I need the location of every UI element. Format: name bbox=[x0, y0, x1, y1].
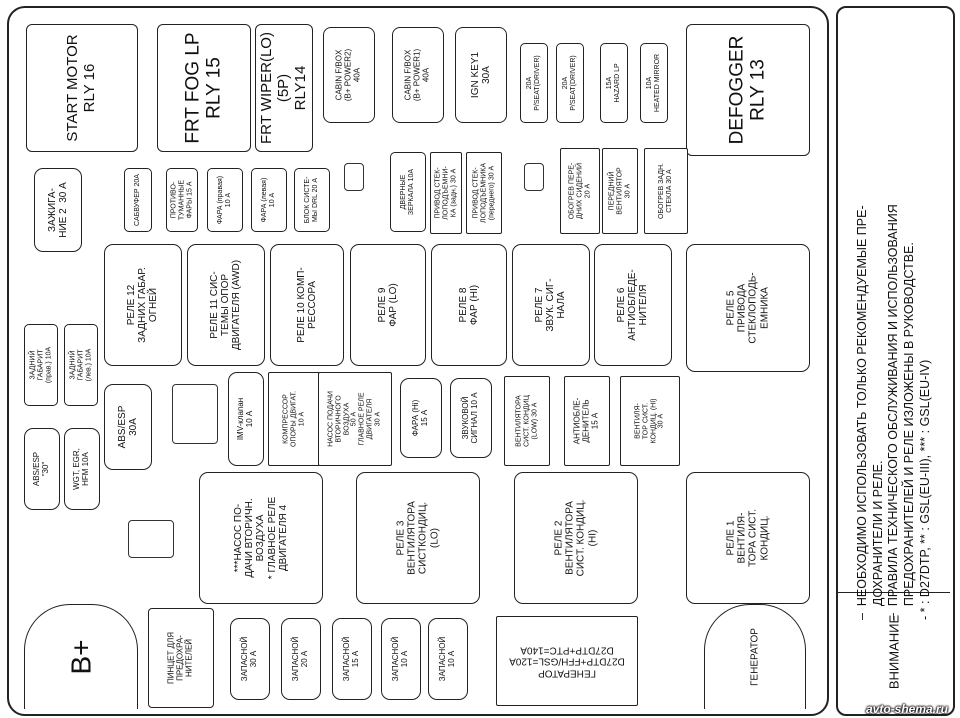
frt-fog-relay bbox=[157, 24, 251, 152]
generator-terminal bbox=[704, 604, 806, 709]
privod-per-label: ПРИВОД СТЕК- ЛОПОДЪЕМНИКА (переднего) 30 А bbox=[472, 163, 495, 223]
nasos-block-label: ***НАСОС ПО- ДАЧИ ВТОРИЧН. ВОЗДУХА * ГЛАВНОЕ РЕЛЕ ДВИГАТЕЛЯ 4 bbox=[233, 496, 289, 580]
zazhiganie-label: ЗАЖИГА- НИЕ 2 30 А bbox=[46, 182, 69, 238]
rele9-label: РЕЛЕ 9 ФАР (LO) bbox=[376, 283, 399, 327]
pseat-driver-fuse-a bbox=[520, 43, 548, 123]
frt-wiper-label: FRT WIPER(LO) (5P) RLY14 bbox=[257, 32, 309, 144]
start-motor-label: START MOTOR RLY 16 bbox=[64, 34, 98, 142]
rele3-label: РЕЛЕ 3 ВЕНТИЛЯТОРА СИСТКОНДИЦ. (LO) bbox=[395, 501, 441, 575]
fara-lev-fuse bbox=[251, 168, 287, 232]
kompressor-opory-label: КОМПРЕССОР ОПОРЫ ДВИГАТ. 10 А bbox=[282, 390, 305, 448]
vnimanie-heading: ВНИМАНИЕ bbox=[886, 614, 902, 690]
pincet-label: ПИНЦЕТ ДЛЯ ПРЕДОХРА- НИТЕЛЕЙ bbox=[166, 631, 194, 685]
frt-wiper-relay bbox=[255, 24, 313, 152]
rele7-relay bbox=[512, 244, 590, 366]
antiobl-fuse bbox=[564, 376, 610, 466]
rele9-relay bbox=[350, 244, 426, 366]
nasos-vozd-fuse bbox=[318, 372, 392, 466]
obogrev-sid-label: ОБОГРЕВ ПЕРЕ- ДНИХ СИДЕНИЙ 20 А bbox=[568, 162, 591, 220]
per-vent-label: ПЕРЕДНИЙ ВЕНТИЛЯТОР 30 А bbox=[608, 167, 631, 215]
vent-low-label: ВЕНТИЛЯТОРА СИСТ. КОНДИЦ (LOW) 30 А bbox=[515, 395, 538, 447]
zazhiganie-fuse bbox=[34, 168, 82, 252]
start-motor-relay bbox=[26, 24, 138, 152]
generator-label: ГЕНЕРАТОР bbox=[749, 628, 761, 686]
zapas-30-fuse bbox=[230, 618, 270, 700]
fara-prav-label: ФАРА (правая) 10 А bbox=[217, 175, 232, 225]
vent-hi-label: ВЕНТИЛЯ- ТОР СИСТ. КОНДИЦ. (HI) 30 А bbox=[634, 398, 665, 444]
pseat-a-label: 20A P/SEAT(DRIVER) bbox=[526, 55, 541, 111]
rele7-label: РЕЛЕ 7 ЗВУК. СИГ- НАЛА bbox=[534, 278, 568, 332]
rele10-label: РЕЛЕ 10 КОМП- РЕССОРА bbox=[295, 267, 318, 343]
wgt-label: WGT, EGR, HFM 10A bbox=[72, 448, 90, 490]
rele1-relay bbox=[686, 472, 810, 604]
zvuk-signal-fuse bbox=[450, 378, 492, 458]
zapas-15-fuse bbox=[332, 618, 372, 700]
rele5-relay bbox=[686, 244, 810, 372]
zapas-20-fuse bbox=[281, 618, 321, 700]
antiobl-label: АНТИОБЛЕ- ДЕНИТЕЛЬ 15 А bbox=[572, 397, 600, 445]
rele8-label: РЕЛЕ 8 ФАР (HI) bbox=[457, 284, 480, 326]
zapas-15-label: ЗАПАСНОЙ 15 А bbox=[342, 636, 360, 682]
empty-slot bbox=[172, 384, 218, 444]
obogrev-sid-fuse bbox=[560, 148, 600, 234]
zad-gab-prav-label: ЗАДНИЙ ГАБАРИТ (прав.) 10А bbox=[29, 346, 52, 384]
rele12-label: РЕЛЕ 12 ЗАДНИХ ГАБАР. ОГНЕЙ bbox=[126, 267, 160, 343]
privod-zad-label: ПРИВОД СТЕК- ЛОПОДЪЕМНИ- КА (задн.) 30 А bbox=[434, 166, 457, 220]
zapas-10a-label: ЗАПАСНОЙ 10 А bbox=[391, 636, 409, 682]
zvuk-signal-label: ЗВУКОВОЙ СИГНАЛ 10 А bbox=[461, 392, 479, 444]
abs-esp-star-fuse bbox=[24, 428, 60, 510]
hazard-label: 15A HAZARD LP bbox=[606, 63, 621, 103]
vent-hi-fuse bbox=[620, 376, 680, 466]
empty-slot bbox=[128, 520, 174, 558]
rele8-relay bbox=[431, 244, 507, 366]
zad-gab-lev-label: ЗАДНИЙ ГАБАРИТ (лев.) 10А bbox=[69, 348, 92, 382]
zad-gab-prav-fuse bbox=[24, 324, 58, 406]
bplus-label: B+ bbox=[65, 639, 97, 675]
abs-esp-label: ABS/ESP 30A bbox=[116, 405, 139, 449]
per-vent-fuse bbox=[602, 148, 638, 234]
ign-key1-fuse bbox=[455, 27, 507, 123]
rele1-label: РЕЛЕ 1 ВЕНТИЛЯ- ТОРА СИСТ. КОНДИЦ. bbox=[725, 509, 771, 567]
ign-key1-label: IGN KEY1 30A bbox=[469, 51, 492, 99]
fara-hi-label: ФАРА (Hi) 15 А bbox=[411, 399, 429, 437]
cabin-power2-label: CABIN F/BOX (B+ POWER2) 40A bbox=[334, 48, 362, 102]
rele11-label: РЕЛЕ 11 СИС- ТЕМЫ ОПОР ДВИГАТЕЛЯ (AWD) bbox=[209, 259, 243, 351]
fara-hi-fuse bbox=[400, 378, 442, 458]
generator-fuse bbox=[496, 616, 638, 706]
pseat-b-label: 20A P/SEAT(DRIVER) bbox=[562, 55, 577, 111]
zapas-30-label: ЗАПАСНОЙ 30 А bbox=[240, 636, 258, 682]
sabvufer-label: САБВУФЕР 20А bbox=[134, 174, 142, 226]
abs-esp-fuse bbox=[104, 384, 152, 470]
imv-fuse bbox=[228, 372, 264, 466]
empty-slot bbox=[344, 163, 364, 191]
heated-mirror-fuse bbox=[640, 43, 668, 123]
obogrev-zad-label: ОБОГРЕВ ЗАДН. СТЕКЛА 30 А bbox=[658, 162, 673, 220]
rele6-relay bbox=[594, 244, 672, 366]
obogrev-zad-fuse bbox=[644, 148, 688, 234]
zerkala-fuse bbox=[390, 152, 426, 232]
zad-gab-lev-fuse bbox=[64, 324, 98, 406]
zerkala-label: ДВЕРНЫЕ ЗЕРКАЛА 10А bbox=[400, 168, 415, 216]
cabin-power1-label: CABIN F/BOX (B+ POWER1) 40A bbox=[403, 48, 431, 102]
bplus-terminal bbox=[24, 604, 138, 709]
fara-prav-fuse bbox=[207, 168, 243, 232]
privod-zad-fuse bbox=[430, 152, 462, 234]
zapas-10b-fuse bbox=[428, 618, 468, 700]
rele10-relay bbox=[270, 244, 344, 366]
zapas-10a-fuse bbox=[381, 618, 421, 700]
hazard-fuse bbox=[600, 43, 628, 123]
zapas-10b-label: ЗАПАСНОЙ 10 А bbox=[438, 636, 456, 682]
kompressor-opory-fuse bbox=[268, 372, 320, 466]
notes-text: – НЕОБХОДИМО ИСПОЛЬЗОВАТЬ ТОЛЬКО РЕКОМЕНДУЕМЫЕ ПРЕ- ДОХРАНИТЕЛИ И РЕЛЕ. – ПРАВИЛА ТЕХНИЧЕСКОГО ОБСЛУЖИВАНИЯ И ИСПОЛЬЗОВАНИЯ ПРЕДОХРАНИТЕЛЕЙ И РЕЛЕ ИЗЛОЖЕНЫ В РУКОВОДСТВЕ. - * : D27DTP, ** : GSL(EU-III), *** : GSL(EU-IV) bbox=[854, 204, 932, 620]
pseat-driver-fuse-b bbox=[556, 43, 584, 123]
rele12-relay bbox=[104, 244, 182, 366]
blok-sist-label: БЛОК СИСТЕ- МЫ DRL 20 А bbox=[304, 176, 319, 224]
rele5-label: РЕЛЕ 5 ПРИВОДА СТЕКЛОПОДЬ- ЕМНИКА bbox=[725, 272, 771, 344]
nasos-block-relay bbox=[199, 472, 323, 604]
cabin-power1-fuse bbox=[392, 27, 444, 123]
abs-esp-star-label: ABS/ESP "30" bbox=[32, 451, 50, 487]
imv-label: IMV-клапан 10 А bbox=[236, 397, 254, 441]
fara-lev-label: ФАРА (левая) 10 А bbox=[261, 177, 276, 223]
protivotum-label: ПРОТИВО- ТУМАННЫЕ ФАРЫ 15 А bbox=[170, 179, 193, 221]
defogger-relay bbox=[686, 24, 810, 156]
defogger-label: DEFOGGER RLY 13 bbox=[726, 35, 769, 145]
rele2-label: РЕЛЕ 2 ВЕНТИЛЯТОРА СИСТ. КОНДИЦ. (HI) bbox=[553, 499, 599, 577]
rele11-relay bbox=[187, 244, 265, 366]
zapas-20-label: ЗАПАСНОЙ 20 А bbox=[291, 636, 309, 682]
rele6-label: РЕЛЕ 6 АНТИОБЛЕДЕ- НИТЕЛЯ bbox=[616, 269, 650, 341]
protivotum-fuse bbox=[166, 168, 198, 232]
generator-fuse-label: ГЕНЕРАТОР D27DTP+FFH/GSL=120A D27DTP+PTC=140A bbox=[509, 644, 625, 679]
nasos-vozd-label: НАСОС ПОДАЧИ ВТОРИЧНОГО ВОЗДУХА 50 А ГЛАВНОЕ РЕЛЕ ДВИГАТЕЛЯ 30 А bbox=[327, 391, 382, 447]
privod-per-fuse bbox=[466, 152, 502, 234]
watermark: avto-shema.ru bbox=[865, 702, 948, 716]
pincet-holder bbox=[148, 608, 214, 708]
rele3-relay bbox=[356, 472, 480, 604]
sabvufer-fuse bbox=[124, 168, 152, 232]
rele2-relay bbox=[514, 472, 638, 604]
cabin-power2-fuse bbox=[323, 27, 375, 123]
wgt-fuse bbox=[64, 428, 100, 510]
blok-sist-fuse bbox=[294, 168, 330, 232]
frt-fog-label: FRT FOG LP RLY 15 bbox=[182, 32, 225, 144]
heated-mirror-label: 10A HEATED MIRROR bbox=[646, 53, 661, 113]
vent-low-fuse bbox=[504, 376, 550, 466]
empty-slot bbox=[524, 163, 544, 191]
